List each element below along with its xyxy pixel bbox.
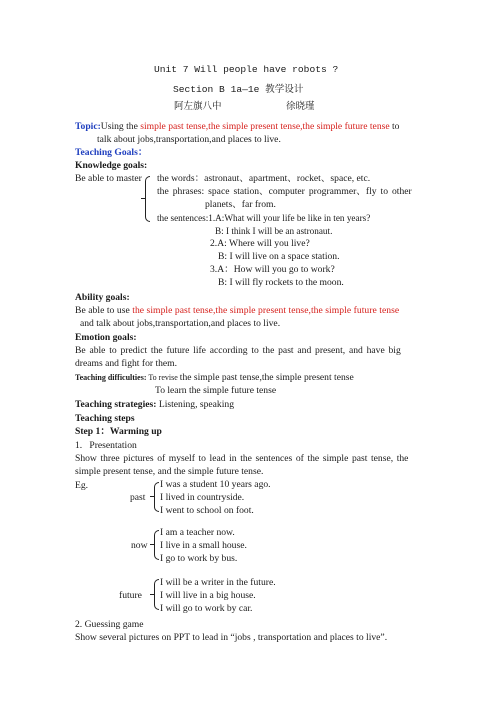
group-past-line-2: I lived in countryside.: [160, 492, 245, 503]
group-now-label: now: [131, 540, 148, 551]
strategies-value: Listening, speaking: [156, 399, 234, 410]
knowledge-sentence-2: 2.A: Where will you live?: [210, 238, 310, 249]
group-past-brace-tip: [150, 496, 154, 497]
guessing-heading: 2. Guessing game: [75, 619, 144, 630]
ability-line-2: and talk about jobs,transportation,and places to live.: [80, 318, 281, 329]
group-now-brace: [154, 530, 159, 560]
presentation-heading: 1. Presentation: [75, 440, 137, 451]
group-now-line-1: I am a teacher now.: [160, 527, 235, 538]
topic-highlight: simple past tense,the simple present tense,the simple future tense: [140, 121, 390, 132]
group-future-label: future: [119, 590, 142, 601]
ability-goals-heading: Ability goals:: [75, 292, 130, 303]
teaching-goals-heading: Teaching Goals：: [75, 147, 148, 158]
group-now-line-3: I go to work by bus.: [160, 553, 238, 564]
strategies-line: [75, 399, 234, 411]
presentation-line-2: simple present tense, and the simple future tense.: [75, 466, 264, 477]
topic-line-2: talk about jobs,transportation,and places to live.: [97, 134, 281, 145]
knowledge-words: the words：astronaut、apartment、rocket、space, etc.: [157, 173, 371, 184]
group-past-line-1: I was a student 10 years ago.: [160, 479, 271, 490]
group-future-brace: [154, 579, 159, 610]
author-name: 徐晓瑾: [286, 101, 315, 112]
knowledge-sentence-3: 3.A：How will you go to work?: [210, 264, 335, 275]
group-past-line-3: I went to school on foot.: [160, 505, 254, 516]
difficulties-line-2: To learn the simple future tense: [155, 385, 277, 396]
guessing-line: Show several pictures on PPT to lead in “jobs , transportation and places to live”.: [75, 632, 388, 643]
topic-suffix: to: [389, 121, 400, 132]
ability-line-1: [75, 305, 399, 317]
ability-lead: Be able to use: [75, 305, 133, 316]
difficulties-value-1: the simple past tense,the simple present tense: [179, 372, 354, 383]
knowledge-brace: [145, 176, 150, 222]
topic-prefix: Using the: [100, 121, 141, 132]
step1-heading: Step 1：Warming up: [75, 426, 162, 437]
difficulties-line-1: [75, 372, 354, 384]
emotion-goals-heading: Emotion goals:: [75, 332, 137, 343]
emotion-line-2: dreams and fight for them.: [75, 358, 178, 369]
teaching-steps-heading: Teaching steps: [75, 413, 135, 424]
group-future-line-3: I will go to work by car.: [160, 603, 253, 614]
knowledge-goals-heading: Knowledge goals:: [75, 160, 148, 171]
knowledge-sentence-2b: B: I will live on a space station.: [218, 251, 340, 262]
emotion-line-1: Be able to predict the future life according to the past and present, and have big: [75, 345, 401, 356]
difficulties-small: To revise: [146, 373, 180, 382]
group-now-brace-tip: [150, 544, 154, 545]
knowledge-sentence-3b: B: I will fly rockets to the moon.: [218, 277, 344, 288]
group-past-brace: [154, 482, 159, 512]
presentation-line-1: Show three pictures of myself to lead in the sentences of the simple past tense, the: [75, 453, 409, 464]
school-name: 阿左旗八中: [174, 101, 222, 112]
title-line-2: Section B 1a—1e 教学设计: [173, 84, 304, 95]
knowledge-brace-tip: [141, 198, 145, 199]
group-future-brace-tip: [150, 594, 154, 595]
knowledge-sentence-1b: B: I think I will be an astronaut.: [215, 226, 333, 236]
knowledge-phrases-2: planets、far from.: [205, 199, 276, 210]
group-future-line-2: I will live in a big house.: [160, 590, 256, 601]
group-now-line-2: I live in a small house.: [160, 540, 247, 551]
ability-highlight: the simple past tense,the simple present tense,the simple future tense: [132, 305, 400, 316]
title-line-1: Unit 7 Will people have robots ?: [154, 64, 339, 75]
knowledge-lead: Be able to master: [75, 173, 142, 184]
topic-line: [75, 121, 399, 133]
group-future-line-1: I will be a writer in the future.: [160, 577, 276, 588]
strategies-label: Teaching strategies:: [75, 399, 157, 410]
topic-label: Topic:: [75, 121, 101, 132]
knowledge-phrases-1: the phrases: space station、computer programmer、fly to other: [157, 186, 412, 197]
example-label: Eg.: [75, 480, 89, 491]
difficulties-label: Teaching difficulties:: [75, 373, 147, 382]
knowledge-sentence-1: the sentences:1.A:What will your life be like in ten years?: [157, 213, 371, 223]
group-past-label: past: [130, 492, 146, 503]
